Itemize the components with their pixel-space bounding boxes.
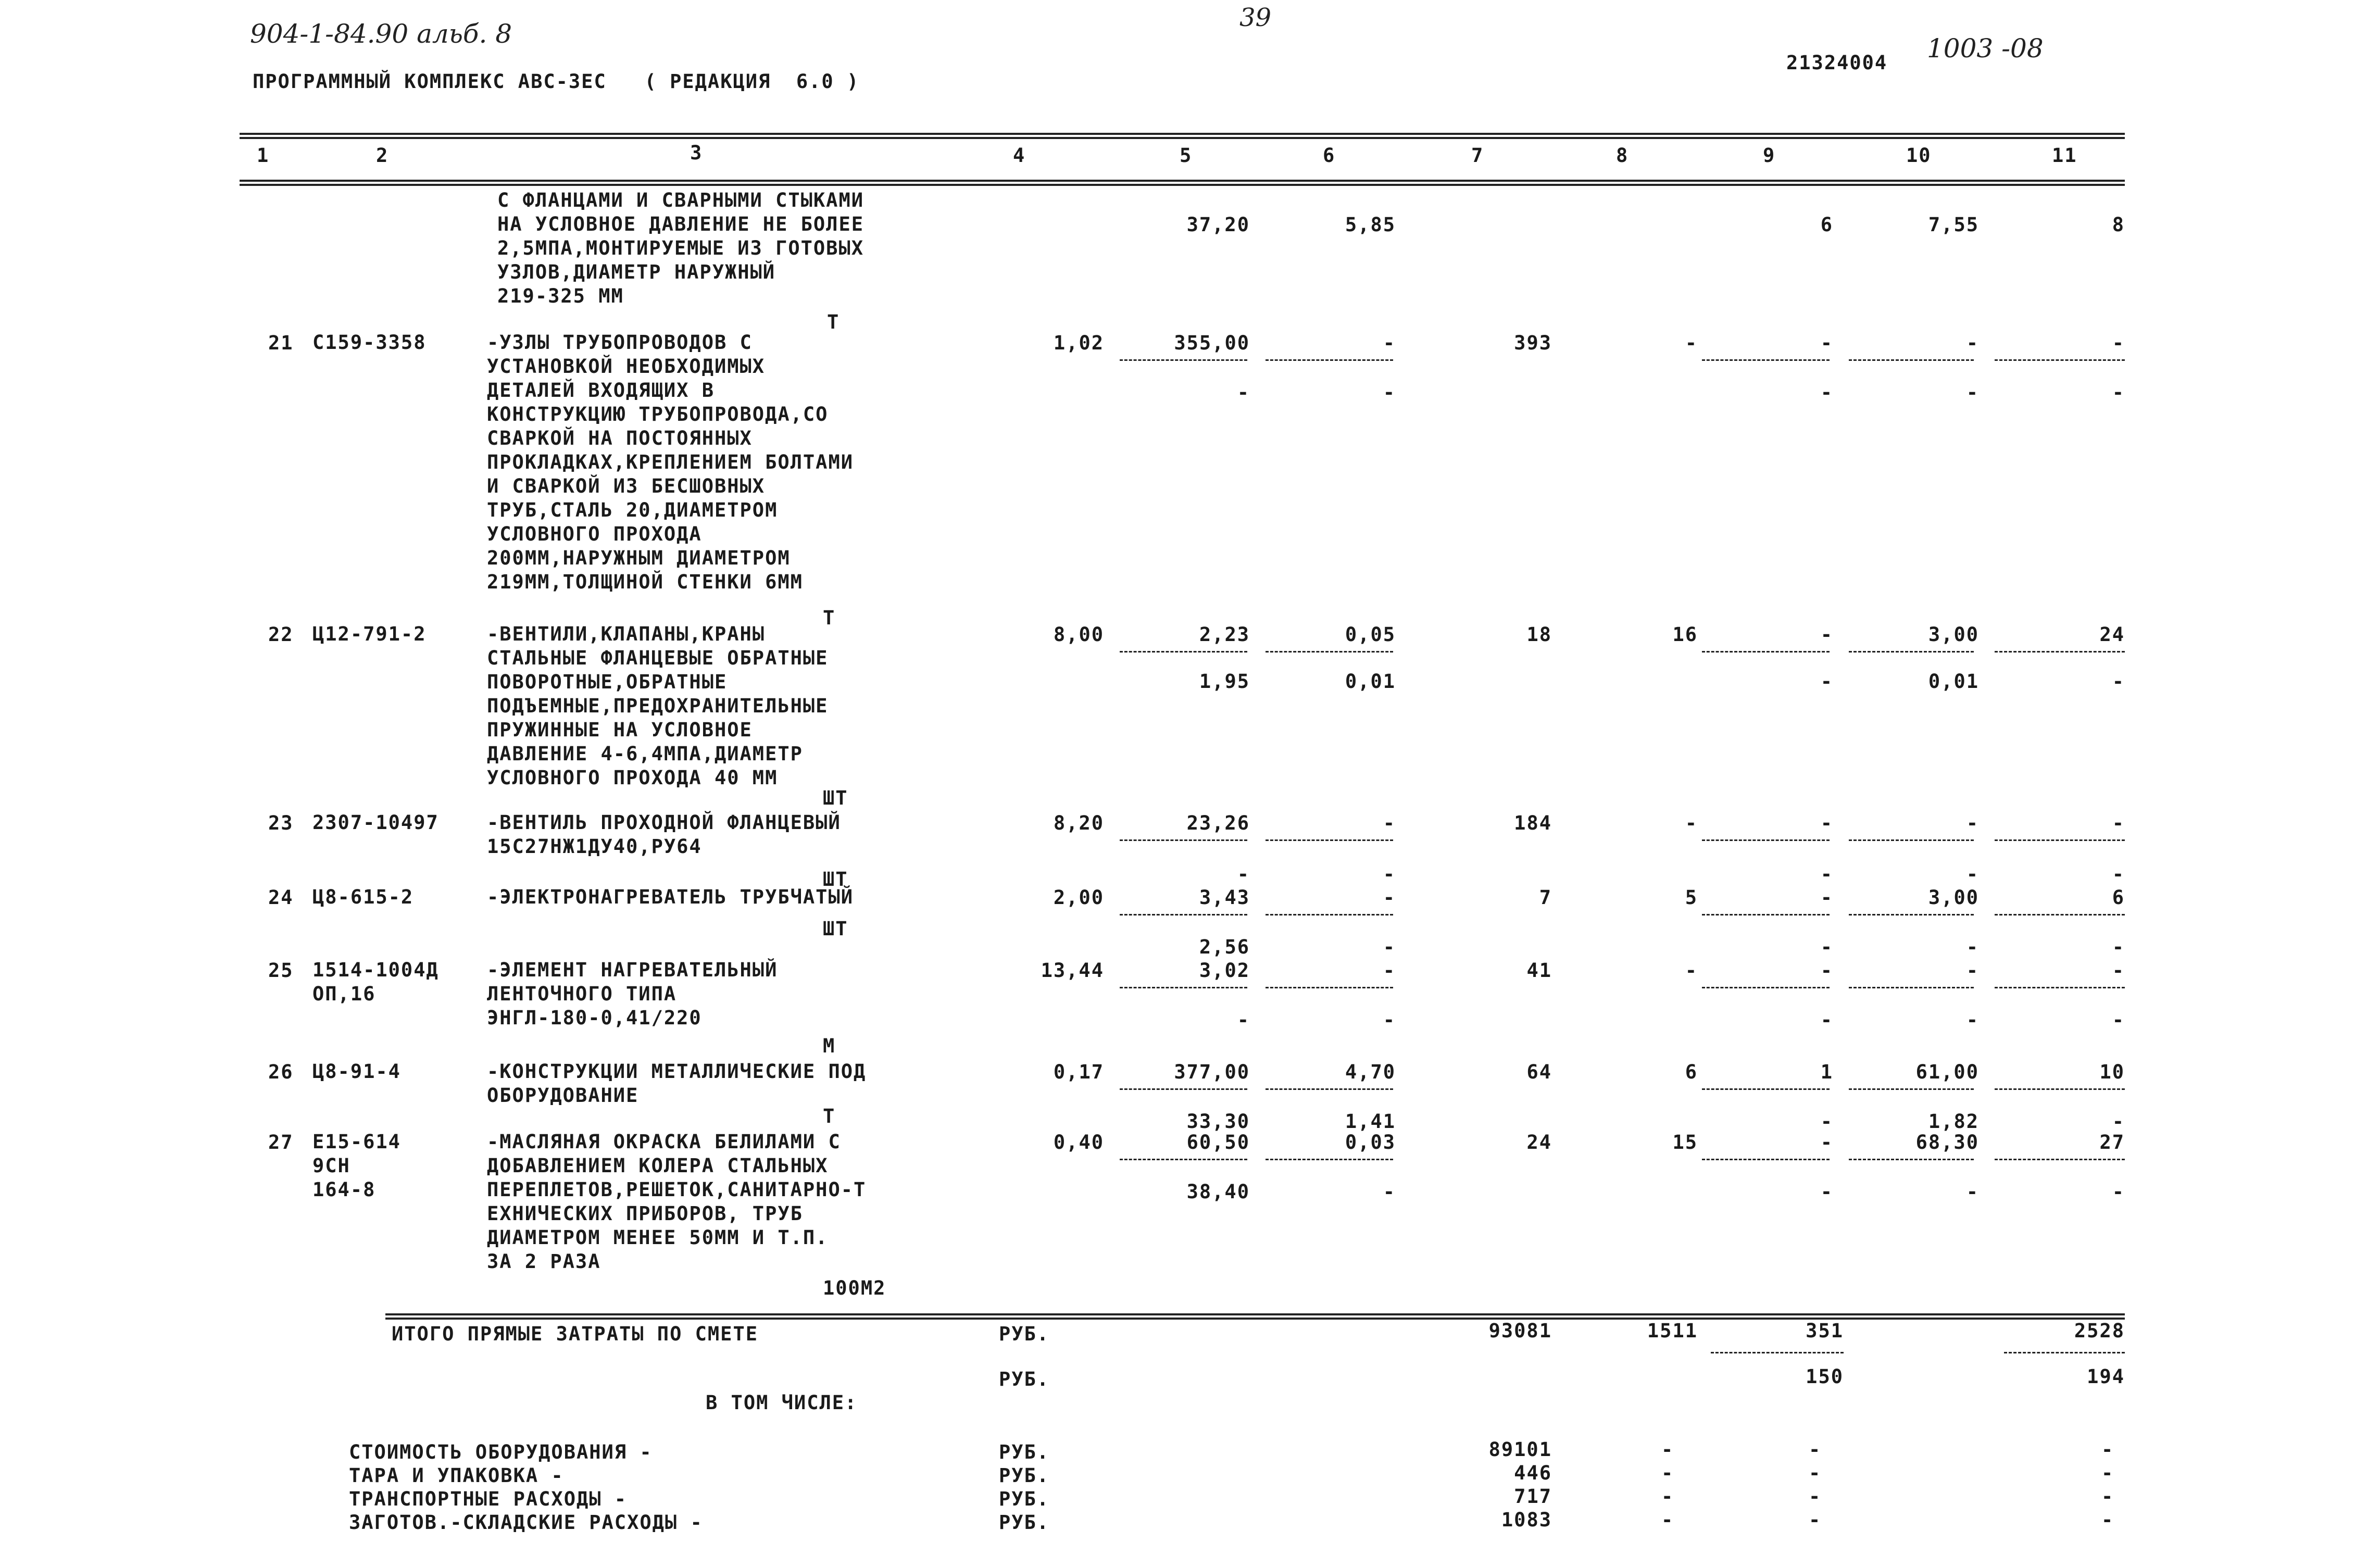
fraction-rule (1702, 651, 1830, 653)
cell-c9: - (1820, 332, 1833, 354)
cell-c9-lower: - (1820, 1181, 1833, 1203)
cell-c6-lower: - (1383, 863, 1396, 885)
cell-c10-lower: 0,01 (1928, 670, 1979, 693)
cell-c11: - (2112, 332, 2125, 354)
cell-c6: - (1383, 332, 1396, 354)
breakdown-unit: РУБ. (999, 1488, 1050, 1510)
row-code: Ц8-615-2 (312, 886, 414, 908)
row-unit: Т (823, 1105, 836, 1127)
row-code: 2307-10497 (312, 811, 439, 834)
cell-c4: 8,20 (1053, 812, 1104, 834)
totals-c9b: 150 (1806, 1365, 1844, 1388)
breakdown-unit: РУБ. (999, 1511, 1050, 1534)
breakdown-c8: - (1661, 1462, 1674, 1484)
breakdown-c7: 89101 (1488, 1438, 1552, 1461)
cell-c5: 3,02 (1199, 959, 1250, 982)
cell-c8: 5 (1685, 886, 1698, 909)
cell-c5-lower: - (1237, 381, 1250, 404)
breakdown-c7: 717 (1514, 1485, 1552, 1508)
cell-c7: 41 (1526, 959, 1552, 982)
breakdown-c9: - (1809, 1485, 1822, 1508)
col-num: 2 (376, 144, 389, 167)
cell-c8: 15 (1672, 1131, 1698, 1153)
cell-c10-lower: - (1966, 863, 1979, 885)
fraction-rule (1266, 1159, 1393, 1160)
breakdown-c8: - (1661, 1485, 1674, 1508)
totals-c9: 351 (1806, 1320, 1844, 1342)
cell-c8: - (1685, 812, 1698, 834)
fraction-rule (1266, 359, 1393, 361)
handwritten-sheet-ref: 1003 -08 (1927, 33, 2044, 64)
cell-c10-lower: 1,82 (1928, 1110, 1979, 1133)
totals-c8: 1511 (1647, 1320, 1698, 1342)
cell-c10: - (1966, 332, 1979, 354)
cell-c11-lower: - (2112, 381, 2125, 404)
row-code: С159-3358 (312, 331, 427, 354)
row-number: 24 (268, 886, 294, 909)
cell-c6: 0,05 (1345, 623, 1396, 646)
fraction-rule (1995, 1159, 2125, 1160)
cell-c4: 13,44 (1041, 959, 1104, 982)
cell-c4: 8,00 (1053, 623, 1104, 646)
fraction-rule (1995, 987, 2125, 988)
breakdown-c11: - (2101, 1462, 2114, 1484)
cell-c10-lower: - (1966, 1009, 1979, 1031)
breakdown-label: СТОИМОСТЬ ОБОРУДОВАНИЯ - (349, 1441, 653, 1463)
cell-c10: 68,30 (1915, 1131, 1979, 1153)
col-num: 10 (1906, 144, 1932, 167)
fraction-rule (1849, 359, 1974, 361)
cell-c9-lower: - (1820, 1009, 1833, 1031)
row-number: 23 (268, 812, 294, 834)
row-unit: 100М2 (823, 1277, 886, 1299)
fraction-rule (2004, 1352, 2125, 1353)
breakdown-c9: - (1809, 1462, 1822, 1484)
cell-c9-lower: - (1820, 936, 1833, 958)
cell-c5: 23,26 (1186, 812, 1250, 834)
cell-c8: - (1685, 332, 1698, 354)
cell-c6: 0,03 (1345, 1131, 1396, 1153)
fraction-rule (1995, 1088, 2125, 1090)
breakdown-label: ТРАНСПОРТНЫЕ РАСХОДЫ - (349, 1488, 628, 1510)
cell-c9: - (1820, 886, 1833, 909)
row-code: Ц12-791-2 (312, 623, 427, 645)
cell-c6-lower: - (1383, 936, 1396, 958)
cell-c6-lower: - (1383, 1181, 1396, 1203)
cell-c5-lower: - (1237, 1009, 1250, 1031)
cell-c11: - (2112, 812, 2125, 834)
col-num: 8 (1616, 144, 1629, 167)
table-top-rule-2 (240, 137, 2125, 139)
fraction-rule (1849, 987, 1974, 988)
totals-unit-2: РУБ. (999, 1368, 1050, 1390)
cell-c9: - (1820, 1131, 1833, 1153)
col-num: 6 (1323, 144, 1336, 167)
cell-c5: 3,43 (1199, 886, 1250, 909)
totals-c11b: 194 (2087, 1365, 2125, 1388)
row-unit: М (823, 1035, 836, 1057)
cell-c10: 3,00 (1928, 623, 1979, 646)
totals-top-rule-2 (385, 1318, 2125, 1320)
col-num: 3 (690, 142, 703, 164)
cell-c5: 377,00 (1174, 1061, 1250, 1083)
row-description: -ВЕНТИЛЬ ПРОХОДНОЙ ФЛАНЦЕВЫЙ 15С27НЖ1ДУ40,РУ64 (487, 811, 841, 858)
cell-c4: 0,17 (1053, 1061, 1104, 1083)
fraction-rule (1995, 839, 2125, 841)
row-description: -ЭЛЕМЕНТ НАГРЕВАТЕЛЬНЫЙ ЛЕНТОЧНОГО ТИПА ЭНГЛ-180-0,41/220 (487, 959, 778, 1029)
cell-c11-lower: - (2112, 1009, 2125, 1031)
row-description: -ВЕНТИЛИ,КЛАПАНЫ,КРАНЫ СТАЛЬНЫЕ ФЛАНЦЕВЫЕ ОБРАТНЫЕ ПОВОРОТНЫЕ,ОБРАТНЫЕ ПОДЪЕМНЫЕ,ПРЕДОХРАНИТЕЛЬНЫЕ ПРУЖИННЫЕ НА УСЛОВНОЕ ДАВЛЕНИЕ 4-6,4МПА,ДИАМЕТР УСЛОВНОГО ПРОХОДА 40 ММ (487, 623, 829, 789)
cell-c11: 27 (2099, 1131, 2125, 1153)
cell-c10: 3,00 (1928, 886, 1979, 909)
row-unit: Т (823, 607, 836, 629)
row-description: -КОНСТРУКЦИИ МЕТАЛЛИЧЕСКИЕ ПОД ОБОРУДОВАНИЕ (487, 1060, 867, 1107)
row-description: С ФЛАНЦАМИ И СВАРНЫМИ СТЫКАМИ НА УСЛОВНОЕ ДАВЛЕНИЕ НЕ БОЛЕЕ 2,5МПА,МОНТИРУЕМЫЕ ИЗ ГОТОВЫХ УЗЛОВ,ДИАМЕТР НАРУЖНЫЙ 219-325 ММ (497, 189, 865, 307)
row-code: Е15-614 9СН 164-8 (312, 1131, 401, 1201)
cell-c5: 60,50 (1186, 1131, 1250, 1153)
row-unit: Т (827, 311, 840, 333)
row-number: 27 (268, 1131, 294, 1153)
fraction-rule (1266, 839, 1393, 841)
document-code: 21324004 (1786, 52, 1888, 74)
breakdown-c8: - (1661, 1509, 1674, 1531)
cell-c8: - (1685, 959, 1698, 982)
cell-c11: 10 (2099, 1061, 2125, 1083)
col-num: 7 (1471, 144, 1484, 167)
breakdown-c11: - (2101, 1509, 2114, 1531)
program-line: ПРОГРАММНЫЙ КОМПЛЕКС АВС-3ЕС ( РЕДАКЦИЯ 6.0 ) (253, 70, 860, 93)
cell-c5: 355,00 (1174, 332, 1250, 354)
fraction-rule (1995, 651, 2125, 653)
cell-c6: 4,70 (1345, 1061, 1396, 1083)
col-num: 9 (1763, 144, 1776, 167)
totals-c7: 93081 (1488, 1320, 1552, 1342)
cell-c9: - (1820, 623, 1833, 646)
cell-c6: - (1383, 812, 1396, 834)
cell-c9-lower: - (1820, 1110, 1833, 1133)
fraction-rule (1702, 1088, 1830, 1090)
cell-c11: 6 (2112, 886, 2125, 909)
fraction-rule (1120, 651, 1247, 653)
row-unit: ШТ (823, 918, 848, 940)
cell-c6-lower: - (1383, 381, 1396, 404)
cell-c10: 7,55 (1928, 214, 1979, 236)
fraction-rule (1266, 651, 1393, 653)
cell-c6-lower: 1,41 (1345, 1110, 1396, 1133)
totals-c11: 2528 (2074, 1320, 2125, 1342)
cell-c7: 184 (1514, 812, 1552, 834)
cell-c9: - (1820, 959, 1833, 982)
cell-c9: 1 (1820, 1061, 1833, 1083)
cell-c11: - (2112, 959, 2125, 982)
fraction-rule (1849, 1159, 1974, 1160)
fraction-rule (1120, 1159, 1247, 1160)
fraction-rule (1120, 987, 1247, 988)
col-num: 5 (1180, 144, 1193, 167)
cell-c5: 2,23 (1199, 623, 1250, 646)
row-code: 1514-1004Д ОП,16 (312, 959, 439, 1005)
breakdown-label: ТАРА И УПАКОВКА - (349, 1464, 564, 1487)
breakdown-c11: - (2101, 1485, 2114, 1508)
header-bottom-rule (240, 180, 2125, 182)
page-number: 39 (1239, 3, 1272, 32)
cell-c4: 0,40 (1053, 1131, 1104, 1153)
totals-unit: РУБ. (999, 1323, 1050, 1345)
row-unit: ШТ (823, 787, 848, 809)
cell-c11-lower: - (2112, 1181, 2125, 1203)
fraction-rule (1266, 1088, 1393, 1090)
cell-c4: 1,02 (1053, 332, 1104, 354)
cell-c6-lower: 0,01 (1345, 670, 1396, 693)
table-top-rule (240, 133, 2125, 135)
breakdown-c7: 1083 (1501, 1509, 1552, 1531)
row-number: 22 (268, 623, 294, 646)
fraction-rule (1711, 1352, 1844, 1353)
cell-c9-lower: - (1820, 863, 1833, 885)
header-bottom-rule-2 (240, 184, 2125, 186)
row-number: 26 (268, 1061, 294, 1083)
col-num: 1 (257, 144, 270, 167)
cell-c10: - (1966, 959, 1979, 982)
cell-c5-lower: 2,56 (1199, 936, 1250, 958)
fraction-rule (1702, 1159, 1830, 1160)
fraction-rule (1120, 359, 1247, 361)
cell-c7: 64 (1526, 1061, 1552, 1083)
cell-c7: 7 (1539, 886, 1552, 909)
breakdown-c9: - (1809, 1509, 1822, 1531)
totals-label: ИТОГО ПРЯМЫЕ ЗАТРАТЫ ПО СМЕТЕ (392, 1323, 759, 1345)
cell-c10: 61,00 (1915, 1061, 1979, 1083)
cell-c6-lower: - (1383, 1009, 1396, 1031)
fraction-rule (1702, 359, 1830, 361)
cell-c5-lower: 38,40 (1186, 1181, 1250, 1203)
fraction-rule (1849, 651, 1974, 653)
including-label: В ТОМ ЧИСЛЕ: (706, 1391, 858, 1414)
cell-c11-lower: - (2112, 1110, 2125, 1133)
breakdown-unit: РУБ. (999, 1441, 1050, 1463)
cell-c10: - (1966, 812, 1979, 834)
breakdown-unit: РУБ. (999, 1464, 1050, 1487)
fraction-rule (1120, 839, 1247, 841)
fraction-rule (1702, 987, 1830, 988)
cell-c7: 393 (1514, 332, 1552, 354)
cell-c4: 2,00 (1053, 886, 1104, 909)
fraction-rule (1849, 839, 1974, 841)
cell-c9-lower: - (1820, 381, 1833, 404)
fraction-rule (1266, 914, 1393, 915)
row-number: 21 (268, 332, 294, 354)
cell-c11: 8 (2112, 214, 2125, 236)
cell-c6: 5,85 (1345, 214, 1396, 236)
cell-c5: 37,20 (1186, 214, 1250, 236)
fraction-rule (1266, 987, 1393, 988)
breakdown-c7: 446 (1514, 1462, 1552, 1484)
cell-c9-lower: - (1820, 670, 1833, 693)
cell-c5-lower: - (1237, 863, 1250, 885)
col-num: 11 (2052, 144, 2077, 167)
cell-c7: 24 (1526, 1131, 1552, 1153)
fraction-rule (1702, 914, 1830, 915)
cell-c11: 24 (2099, 623, 2125, 646)
fraction-rule (1702, 839, 1830, 841)
fraction-rule (1120, 1088, 1247, 1090)
cell-c6: - (1383, 886, 1396, 909)
cell-c10-lower: - (1966, 381, 1979, 404)
cell-c10-lower: - (1966, 936, 1979, 958)
cell-c11-lower: - (2112, 863, 2125, 885)
handwritten-album-ref: 904-1-84.90 альб. 8 (250, 19, 512, 49)
totals-top-rule (385, 1313, 2125, 1315)
row-description: -ЭЛЕКТРОНАГРЕВАТЕЛЬ ТРУБЧАТЫЙ (487, 886, 854, 908)
cell-c9: 6 (1820, 214, 1833, 236)
breakdown-label: ЗАГОТОВ.-СКЛАДСКИЕ РАСХОДЫ - (349, 1511, 703, 1534)
fraction-rule (1120, 914, 1247, 915)
col-num: 4 (1013, 144, 1026, 167)
row-number: 25 (268, 959, 294, 982)
cell-c11-lower: - (2112, 936, 2125, 958)
row-description: -УЗЛЫ ТРУБОПРОВОДОВ С УСТАНОВКОЙ НЕОБХОДИМЫХ ДЕТАЛЕЙ ВХОДЯЩИХ В КОНСТРУКЦИЮ ТРУБОПРОВОДА,СО СВАРКОЙ НА ПОСТОЯННЫХ ПРОКЛАДКАХ,КРЕПЛЕНИЕМ БОЛТАМИ И СВАРКОЙ ИЗ БЕСШОВНЫХ ТРУБ,СТАЛЬ 20,ДИАМЕТРОМ УСЛОВНОГО ПРОХОДА 200ММ,НАРУЖНЫМ ДИАМЕТРОМ 219ММ,ТОЛЩИНОЙ СТЕНКИ 6ММ (487, 331, 854, 593)
cell-c10-lower: - (1966, 1181, 1979, 1203)
breakdown-c11: - (2101, 1438, 2114, 1461)
breakdown-c8: - (1661, 1438, 1674, 1461)
cell-c5-lower: 1,95 (1199, 670, 1250, 693)
cell-c6: - (1383, 959, 1396, 982)
cell-c8: 6 (1685, 1061, 1698, 1083)
row-description: -МАСЛЯНАЯ ОКРАСКА БЕЛИЛАМИ С ДОБАВЛЕНИЕМ КОЛЕРА СТАЛЬНЫХ ПЕРЕПЛЕТОВ,РЕШЕТОК,САНИТАРНО-Т ЕХНИЧЕСКИХ ПРИБОРОВ, ТРУБ ДИАМЕТРОМ МЕНЕЕ 50ММ И Т.П. ЗА 2 РАЗА (487, 1131, 867, 1273)
fraction-rule (1995, 359, 2125, 361)
row-code: Ц8-91-4 (312, 1060, 401, 1083)
cell-c8: 16 (1672, 623, 1698, 646)
row-unit: ШТ (823, 868, 848, 890)
fraction-rule (1995, 914, 2125, 915)
cell-c5-lower: 33,30 (1186, 1110, 1250, 1133)
cell-c11-lower: - (2112, 670, 2125, 693)
cell-c7: 18 (1526, 623, 1552, 646)
fraction-rule (1849, 914, 1974, 915)
breakdown-c9: - (1809, 1438, 1822, 1461)
cell-c9: - (1820, 812, 1833, 834)
fraction-rule (1849, 1088, 1974, 1090)
